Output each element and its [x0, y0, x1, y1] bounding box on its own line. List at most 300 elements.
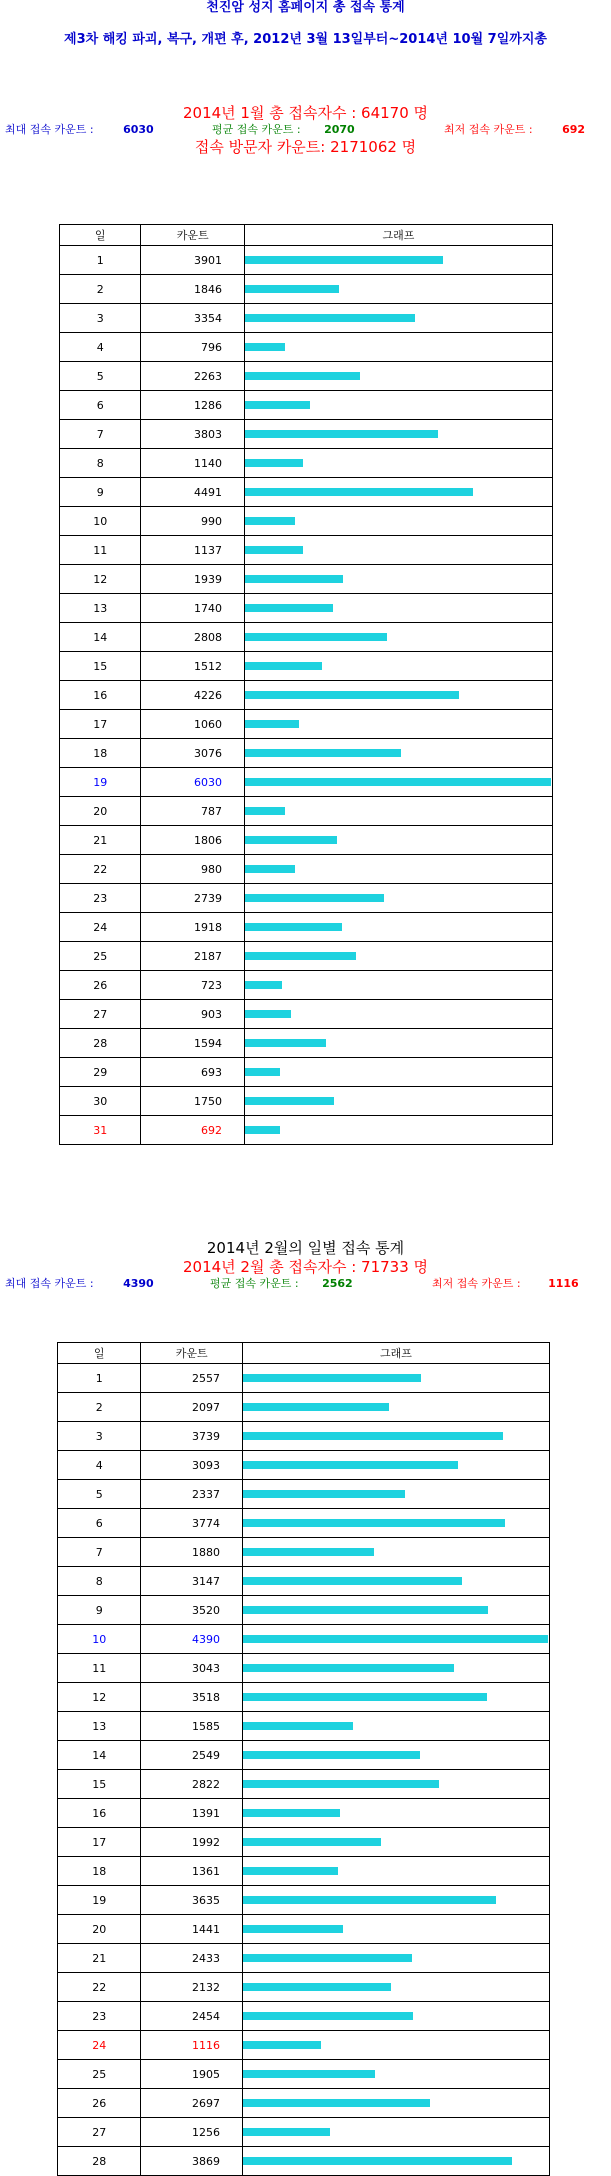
count-bar — [243, 1722, 353, 1730]
count-bar — [245, 314, 415, 322]
count-bar — [245, 343, 285, 351]
graph-cell — [243, 1393, 550, 1422]
count-cell: 2187 — [141, 942, 245, 971]
count-cell: 2132 — [141, 1973, 243, 2002]
day-cell: 9 — [60, 478, 141, 507]
graph-cell — [244, 565, 552, 594]
count-cell: 1905 — [141, 2060, 243, 2089]
table-row — [58, 1480, 550, 1509]
count-cell: 2263 — [141, 362, 245, 391]
count-cell: 1256 — [141, 2118, 243, 2147]
table-row — [60, 1087, 553, 1116]
count-cell: 4226 — [141, 681, 245, 710]
count-cell: 3093 — [141, 1451, 243, 1480]
table-row — [60, 275, 553, 304]
table-row — [60, 449, 553, 478]
table-row — [58, 1393, 550, 1422]
header-day: 일 — [58, 1343, 141, 1364]
graph-cell — [243, 2118, 550, 2147]
table-row — [60, 681, 553, 710]
count-cell: 2549 — [141, 1741, 243, 1770]
count-bar — [243, 1983, 391, 1991]
table-row — [60, 710, 553, 739]
table-row — [58, 1422, 550, 1451]
count-bar — [245, 923, 342, 931]
day-cell: 7 — [58, 1538, 141, 1567]
min-value: 1116 — [548, 1277, 579, 1290]
graph-cell — [243, 1770, 550, 1799]
count-bar — [245, 285, 339, 293]
table-row — [60, 420, 553, 449]
day-cell: 11 — [60, 536, 141, 565]
table-row — [60, 855, 553, 884]
count-cell: 1846 — [141, 275, 245, 304]
graph-cell — [243, 1538, 550, 1567]
day-cell: 28 — [58, 2147, 141, 2176]
count-cell: 1116 — [141, 2031, 243, 2060]
count-bar — [243, 1490, 405, 1498]
day-cell: 17 — [60, 710, 141, 739]
max-label: 최대 접속 카운트 : — [5, 1277, 94, 1290]
avg-label: 평균 접속 카운트 : — [210, 1277, 299, 1290]
graph-cell — [244, 652, 552, 681]
table-row — [58, 1857, 550, 1886]
count-cell: 2433 — [141, 1944, 243, 1973]
max-value: 4390 — [123, 1277, 154, 1290]
count-bar — [245, 604, 333, 612]
table-row — [60, 768, 553, 797]
count-bar — [245, 749, 401, 757]
day-cell: 5 — [58, 1480, 141, 1509]
graph-cell — [243, 1451, 550, 1480]
count-cell: 2697 — [141, 2089, 243, 2118]
count-bar — [243, 1577, 462, 1585]
month-total-feb: 2014년 2월 총 접속자수 : 71733 명 — [182, 1258, 429, 1276]
graph-cell — [243, 2031, 550, 2060]
table-row — [60, 304, 553, 333]
graph-cell — [244, 826, 552, 855]
count-bar — [243, 1751, 420, 1759]
count-bar — [245, 430, 438, 438]
count-bar — [243, 1954, 412, 1962]
count-bar — [245, 691, 459, 699]
graph-cell — [243, 1944, 550, 1973]
count-cell: 796 — [141, 333, 245, 362]
day-cell: 18 — [60, 739, 141, 768]
day-cell: 23 — [60, 884, 141, 913]
count-cell: 3774 — [141, 1509, 243, 1538]
day-cell: 23 — [58, 2002, 141, 2031]
table-row — [58, 1828, 550, 1857]
count-bar — [243, 1867, 338, 1875]
graph-cell — [243, 1509, 550, 1538]
count-bar — [245, 401, 310, 409]
day-cell: 19 — [58, 1886, 141, 1915]
graph-cell — [244, 507, 552, 536]
count-bar — [243, 1809, 340, 1817]
table-row — [58, 2060, 550, 2089]
day-cell: 25 — [60, 942, 141, 971]
graph-cell — [244, 275, 552, 304]
day-cell: 7 — [60, 420, 141, 449]
max-stat-jan — [5, 122, 154, 138]
table-row — [58, 2089, 550, 2118]
table-row — [60, 652, 553, 681]
table-row — [58, 1509, 550, 1538]
table-row — [58, 1596, 550, 1625]
count-cell: 2454 — [141, 2002, 243, 2031]
day-cell: 1 — [60, 246, 141, 275]
visitor-total: 접속 방문자 카운트: 2171062 명 — [194, 138, 417, 156]
day-cell: 16 — [60, 681, 141, 710]
graph-cell — [244, 333, 552, 362]
stats-row-feb — [0, 1276, 611, 1292]
day-cell: 22 — [58, 1973, 141, 2002]
table-row — [58, 1538, 550, 1567]
count-bar — [245, 981, 282, 989]
graph-cell — [243, 1973, 550, 2002]
min-label: 최저 접속 카운트 : — [432, 1277, 521, 1290]
daily-table-jan — [59, 224, 553, 1145]
count-cell: 1361 — [141, 1857, 243, 1886]
count-cell: 2822 — [141, 1770, 243, 1799]
table-body-feb — [58, 1364, 550, 2176]
table-row — [58, 1915, 550, 1944]
count-cell: 2557 — [141, 1364, 243, 1393]
min-value: 692 — [562, 123, 586, 136]
day-cell: 9 — [58, 1596, 141, 1625]
count-cell: 3520 — [141, 1596, 243, 1625]
graph-cell — [244, 478, 552, 507]
table-row — [58, 1567, 550, 1596]
min-stat-feb — [432, 1276, 579, 1292]
graph-cell — [243, 1828, 550, 1857]
avg-value: 2562 — [322, 1277, 353, 1290]
count-bar — [243, 1780, 439, 1788]
day-cell: 26 — [60, 971, 141, 1000]
graph-cell — [244, 304, 552, 333]
graph-cell — [243, 1915, 550, 1944]
count-cell: 903 — [141, 1000, 245, 1029]
count-cell: 3869 — [141, 2147, 243, 2176]
count-bar — [245, 952, 356, 960]
count-cell: 1992 — [141, 1828, 243, 1857]
table-row — [58, 1712, 550, 1741]
month-total-jan: 2014년 1월 총 접속자수 : 64170 명 — [182, 104, 429, 122]
day-cell: 4 — [60, 333, 141, 362]
table-row — [60, 1058, 553, 1087]
max-label: 최대 접속 카운트 : — [5, 123, 94, 136]
day-cell: 10 — [58, 1625, 141, 1654]
table-row — [60, 536, 553, 565]
count-cell: 3635 — [141, 1886, 243, 1915]
count-bar — [243, 1693, 487, 1701]
graph-cell — [243, 1480, 550, 1509]
day-cell: 14 — [60, 623, 141, 652]
avg-stat-jan — [212, 122, 355, 138]
graph-cell — [244, 594, 552, 623]
table-row — [60, 826, 553, 855]
graph-cell — [244, 768, 552, 797]
graph-cell — [244, 623, 552, 652]
day-cell: 11 — [58, 1654, 141, 1683]
graph-cell — [244, 913, 552, 942]
graph-cell — [244, 855, 552, 884]
table-row — [60, 507, 553, 536]
day-cell: 12 — [60, 565, 141, 594]
count-bar — [245, 488, 473, 496]
count-cell: 4491 — [141, 478, 245, 507]
count-cell: 3076 — [141, 739, 245, 768]
graph-cell — [243, 1654, 550, 1683]
table-row — [58, 1799, 550, 1828]
count-bar — [245, 575, 343, 583]
count-bar — [245, 517, 295, 525]
graph-cell — [244, 971, 552, 1000]
graph-cell — [243, 2060, 550, 2089]
count-bar — [243, 1432, 503, 1440]
page-title: 천진암 성지 홈페이지 총 접속 통계 — [206, 0, 405, 15]
header-count: 카운트 — [141, 1343, 243, 1364]
count-cell: 3901 — [141, 246, 245, 275]
graph-cell — [244, 449, 552, 478]
graph-cell — [244, 1116, 552, 1145]
day-cell: 19 — [60, 768, 141, 797]
avg-stat-feb — [210, 1276, 353, 1292]
table-row — [58, 1770, 550, 1799]
graph-cell — [243, 1741, 550, 1770]
graph-cell — [243, 1625, 550, 1654]
day-cell: 3 — [58, 1422, 141, 1451]
count-cell: 1594 — [141, 1029, 245, 1058]
count-cell: 1512 — [141, 652, 245, 681]
count-cell: 4390 — [141, 1625, 243, 1654]
count-bar — [243, 2041, 321, 2049]
day-cell: 14 — [58, 1741, 141, 1770]
day-cell: 17 — [58, 1828, 141, 1857]
graph-cell — [243, 1712, 550, 1741]
graph-cell — [244, 1087, 552, 1116]
count-cell: 1391 — [141, 1799, 243, 1828]
table-row — [58, 1683, 550, 1712]
count-cell: 3147 — [141, 1567, 243, 1596]
table-row — [60, 565, 553, 594]
count-cell: 1060 — [141, 710, 245, 739]
day-cell: 8 — [58, 1567, 141, 1596]
table-row — [60, 1000, 553, 1029]
table-row — [60, 971, 553, 1000]
count-cell: 723 — [141, 971, 245, 1000]
table-row — [60, 594, 553, 623]
graph-cell — [243, 1799, 550, 1828]
count-bar — [245, 836, 337, 844]
count-bar — [243, 1925, 343, 1933]
day-cell: 12 — [58, 1683, 141, 1712]
count-bar — [245, 459, 303, 467]
graph-cell — [244, 1058, 552, 1087]
table-row — [60, 1029, 553, 1058]
count-bar — [243, 2099, 430, 2107]
table-row — [60, 246, 553, 275]
table-row — [58, 2002, 550, 2031]
count-bar — [245, 1126, 280, 1134]
count-bar — [245, 778, 551, 786]
count-cell: 1740 — [141, 594, 245, 623]
table-row — [60, 1116, 553, 1145]
count-bar — [245, 1010, 291, 1018]
day-cell: 6 — [60, 391, 141, 420]
table-row — [60, 333, 553, 362]
graph-cell — [244, 362, 552, 391]
table-row — [60, 884, 553, 913]
count-cell: 1137 — [141, 536, 245, 565]
header-graph: 그래프 — [244, 225, 552, 246]
graph-cell — [243, 1596, 550, 1625]
day-cell: 20 — [60, 797, 141, 826]
count-bar — [243, 2012, 413, 2020]
table-row — [58, 1654, 550, 1683]
table-row — [60, 739, 553, 768]
graph-cell — [244, 739, 552, 768]
count-bar — [243, 2070, 375, 2078]
day-cell: 24 — [58, 2031, 141, 2060]
table-row — [58, 2147, 550, 2176]
day-cell: 31 — [60, 1116, 141, 1145]
february-summary — [0, 1238, 611, 1292]
graph-cell — [243, 1422, 550, 1451]
count-bar — [243, 1606, 488, 1614]
table-row — [60, 478, 553, 507]
count-cell: 2097 — [141, 1393, 243, 1422]
count-bar — [243, 1896, 496, 1904]
table-row — [58, 1625, 550, 1654]
count-cell: 2337 — [141, 1480, 243, 1509]
graph-cell — [243, 2002, 550, 2031]
count-cell: 1806 — [141, 826, 245, 855]
count-cell: 1750 — [141, 1087, 245, 1116]
count-bar — [243, 1838, 381, 1846]
graph-cell — [244, 681, 552, 710]
table-row — [60, 391, 553, 420]
min-stat-jan — [444, 122, 585, 138]
count-bar — [245, 894, 384, 902]
day-cell: 30 — [60, 1087, 141, 1116]
count-bar — [243, 1403, 389, 1411]
count-cell: 693 — [141, 1058, 245, 1087]
table-row — [60, 623, 553, 652]
graph-cell — [243, 1886, 550, 1915]
count-bar — [245, 807, 285, 815]
day-cell: 2 — [60, 275, 141, 304]
header-day: 일 — [60, 225, 141, 246]
count-bar — [243, 1635, 548, 1643]
header-count: 카운트 — [141, 225, 245, 246]
header-graph: 그래프 — [243, 1343, 550, 1364]
count-bar — [243, 1548, 374, 1556]
month-subtitle-feb: 2014년 2월의 일별 접속 통계 — [206, 1239, 405, 1257]
count-cell: 3739 — [141, 1422, 243, 1451]
day-cell: 10 — [60, 507, 141, 536]
day-cell: 13 — [58, 1712, 141, 1741]
graph-cell — [244, 797, 552, 826]
graph-cell — [244, 1000, 552, 1029]
day-cell: 26 — [58, 2089, 141, 2118]
graph-cell — [243, 1567, 550, 1596]
count-bar — [243, 1664, 454, 1672]
table-row — [60, 913, 553, 942]
day-cell: 28 — [60, 1029, 141, 1058]
day-cell: 20 — [58, 1915, 141, 1944]
count-cell: 1441 — [141, 1915, 243, 1944]
count-cell: 787 — [141, 797, 245, 826]
day-cell: 24 — [60, 913, 141, 942]
count-cell: 1918 — [141, 913, 245, 942]
graph-cell — [244, 391, 552, 420]
count-bar — [245, 1068, 280, 1076]
table-row — [58, 1364, 550, 1393]
count-cell: 980 — [141, 855, 245, 884]
count-cell: 2808 — [141, 623, 245, 652]
table-row — [58, 2118, 550, 2147]
graph-cell — [244, 1029, 552, 1058]
max-value: 6030 — [123, 123, 154, 136]
graph-cell — [243, 1364, 550, 1393]
day-cell: 13 — [60, 594, 141, 623]
day-cell: 1 — [58, 1364, 141, 1393]
count-cell: 3043 — [141, 1654, 243, 1683]
count-cell: 1880 — [141, 1538, 243, 1567]
count-cell: 1140 — [141, 449, 245, 478]
count-bar — [245, 546, 303, 554]
stats-row-jan — [0, 122, 611, 138]
graph-cell — [244, 942, 552, 971]
day-cell: 2 — [58, 1393, 141, 1422]
graph-cell — [244, 420, 552, 449]
day-cell: 21 — [58, 1944, 141, 1973]
table-row — [58, 1741, 550, 1770]
avg-value: 2070 — [324, 123, 355, 136]
graph-cell — [244, 884, 552, 913]
count-bar — [243, 1461, 458, 1469]
day-cell: 29 — [60, 1058, 141, 1087]
count-bar — [245, 865, 295, 873]
count-bar — [245, 1039, 326, 1047]
day-cell: 15 — [60, 652, 141, 681]
day-cell: 25 — [58, 2060, 141, 2089]
graph-cell — [243, 2089, 550, 2118]
count-bar — [245, 720, 299, 728]
max-stat-feb — [5, 1276, 154, 1292]
count-cell: 6030 — [141, 768, 245, 797]
count-bar — [245, 1097, 334, 1105]
count-bar — [245, 256, 443, 264]
table-row — [58, 1886, 550, 1915]
graph-cell — [243, 2147, 550, 2176]
count-cell: 3354 — [141, 304, 245, 333]
table-row — [60, 942, 553, 971]
day-cell: 27 — [60, 1000, 141, 1029]
table-row — [60, 797, 553, 826]
count-bar — [243, 1374, 421, 1382]
table-row — [58, 2031, 550, 2060]
day-cell: 21 — [60, 826, 141, 855]
graph-cell — [244, 246, 552, 275]
day-cell: 8 — [60, 449, 141, 478]
day-cell: 27 — [58, 2118, 141, 2147]
day-cell: 22 — [60, 855, 141, 884]
min-label: 최저 접속 카운트 : — [444, 123, 533, 136]
count-bar — [245, 633, 387, 641]
